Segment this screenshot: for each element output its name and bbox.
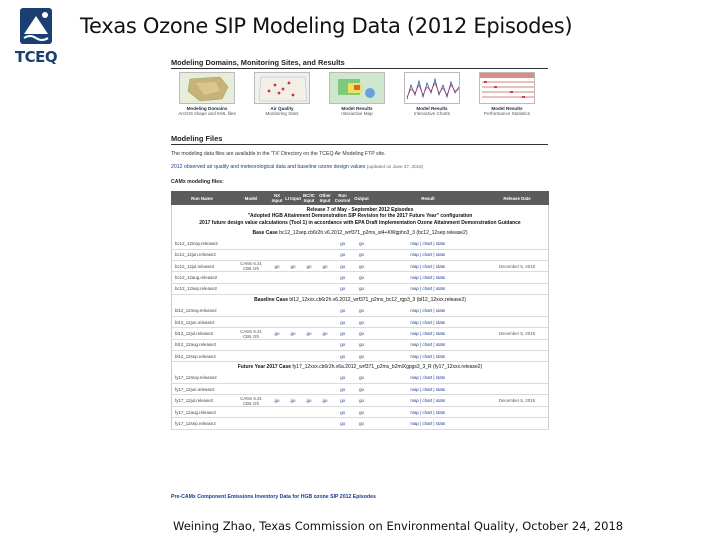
divider [171, 68, 548, 69]
run-name: bc12_12sep.release2 [175, 286, 217, 292]
bcic-input-cell [301, 250, 317, 260]
bcic-input-cell [301, 384, 317, 394]
model-cell [234, 351, 270, 361]
other-input-cell [317, 250, 333, 260]
run-control-go-link[interactable]: go [340, 398, 346, 404]
output-go-link[interactable]: go [359, 420, 364, 426]
model-name: CAMx 6.31 [240, 395, 262, 401]
bcic-input-go-link[interactable]: go [306, 263, 312, 269]
li-input-go-link[interactable]: go [290, 331, 296, 337]
thumb-caption: Monitoring Sites [265, 111, 299, 117]
model-cell [234, 284, 270, 294]
output-go-link[interactable]: go [359, 308, 364, 314]
col-header: Other Input [319, 193, 331, 203]
output-go-link[interactable]: go [359, 375, 364, 381]
result-links[interactable]: map | chart | stats [410, 308, 446, 314]
nx-input-cell [270, 238, 286, 248]
bcic-input-cell [301, 317, 317, 327]
thumb-title: Model Results [416, 106, 448, 111]
divider [171, 144, 548, 145]
li-input-cell [285, 238, 301, 248]
li-input-cell [285, 272, 301, 282]
output-go-link[interactable]: go [359, 252, 364, 258]
table-row [171, 284, 549, 295]
output-go-link[interactable]: go [359, 386, 364, 392]
run-name: fy17_12may.release2 [175, 375, 217, 381]
model-version [233, 396, 269, 406]
model-cell [234, 305, 270, 315]
release-date: December 5, 2016 [498, 398, 536, 404]
group-heading-run[interactable]: bl12_12xxx.cb6r2h.v6.2012_wrf371_p2ms_bc12_rgp3_3 (bl12_12xxx.release2) [289, 297, 466, 304]
result-links[interactable]: map | chart | stats [410, 252, 446, 258]
group-heading-run[interactable]: fy17_12xxx.cb6r2h.v6a.2012_wrf371_p2ms_b2mlXgpgs3_3_R (fy17_12xxx.release2) [292, 364, 483, 371]
nx-input-go-link[interactable]: go [274, 398, 280, 404]
output-go-link[interactable]: go [359, 409, 364, 415]
other-input-cell [317, 373, 333, 383]
li-input-cell [285, 250, 301, 260]
map-thumbnail-icon[interactable] [179, 72, 235, 104]
run-control-go-link[interactable]: go [340, 319, 346, 325]
table-row [171, 238, 549, 249]
stats-table-thumbnail-icon[interactable] [479, 72, 535, 104]
other-input-cell [317, 305, 333, 315]
output-go-link[interactable]: go [359, 342, 364, 348]
bcic-input-cell [301, 272, 317, 282]
thumb-caption: Interactive Map [341, 111, 373, 117]
run-name: bc12_12may.release2 [175, 240, 218, 246]
release-date: December 5, 2016 [498, 263, 536, 269]
thumb-modeling-domains[interactable] [173, 72, 241, 117]
group-rows [171, 305, 549, 362]
col-header: Model [244, 195, 258, 201]
release-line1: Release 7 of May - September 2012 Episodes [306, 207, 414, 213]
model-cell [234, 407, 270, 417]
run-name: fy17_12jun.release2 [175, 386, 215, 392]
model-mechanism: CB6 r2h [242, 266, 260, 272]
output-go-link[interactable]: go [359, 275, 364, 281]
slide-title: Texas Ozone SIP Modeling Data (2012 Episodes) [80, 14, 573, 38]
thumb-title: Model Results [341, 106, 373, 111]
li-input-cell [285, 418, 301, 428]
li-input-cell [285, 305, 301, 315]
group-rows [171, 373, 549, 430]
run-control-go-link[interactable]: go [340, 240, 346, 246]
line-chart-thumbnail-icon[interactable] [404, 72, 460, 104]
table-row [171, 418, 549, 429]
group-rows [171, 238, 549, 295]
col-header: LI Input [285, 195, 301, 201]
nx-input-cell [270, 384, 286, 394]
sites-map-thumbnail-icon[interactable] [254, 72, 310, 104]
group-heading-label: Base Case [252, 229, 278, 236]
other-input-cell [317, 418, 333, 428]
table-body [171, 228, 549, 430]
webpage-screenshot [167, 52, 554, 502]
nx-input-cell [270, 373, 286, 383]
run-name: bl12_12sep.release2 [175, 353, 216, 359]
release-date-cell [484, 373, 548, 383]
tceq-logo [8, 6, 64, 76]
li-input-cell [285, 351, 301, 361]
model-cell [234, 272, 270, 282]
intro-ftp-text: The modeling data files are available in the 'TX' Directory on the TCEQ Air Modeling FTP site. [171, 151, 386, 157]
col-header: Output [354, 195, 369, 201]
other-input-go-link[interactable]: go [322, 263, 328, 269]
release-date-cell [484, 272, 548, 282]
logo-text: TCEQ [14, 48, 58, 66]
result-links[interactable]: map | chart | stats [410, 353, 446, 359]
bcic-input-cell [301, 351, 317, 361]
table-row [171, 384, 549, 395]
result-links[interactable]: map | chart | stats [410, 342, 446, 348]
result-links[interactable]: map | chart | stats [410, 240, 446, 246]
release-date-cell [484, 238, 548, 248]
run-control-go-link[interactable]: go [340, 308, 346, 314]
col-header: Release Date [503, 195, 531, 201]
release-date-cell [484, 384, 548, 394]
bcic-input-cell [301, 418, 317, 428]
nx-input-go-link[interactable]: go [274, 263, 280, 269]
camx-files-table [171, 191, 549, 430]
table-row [171, 373, 549, 384]
run-name: bl12_12jun.release2 [175, 319, 215, 325]
nx-input-cell [270, 418, 286, 428]
other-input-go-link[interactable]: go [322, 398, 328, 404]
emissions-link-text[interactable]: Pre-CAMx Component Emissions Inventory Data for HGB ozone SIP 2012 Episodes [171, 494, 376, 500]
nx-input-cell [270, 351, 286, 361]
model-mechanism: CB6 r2h [242, 400, 260, 406]
intro-observed-data [171, 164, 423, 170]
release-date-cell [484, 407, 548, 417]
run-name: bc12_12aug.release2 [175, 275, 218, 281]
nx-input-cell [270, 305, 286, 315]
run-control-go-link[interactable]: go [340, 420, 346, 426]
thumb-performance-statistics[interactable] [473, 72, 541, 117]
output-go-link[interactable]: go [359, 353, 364, 359]
group-heading [171, 362, 549, 372]
output-go-link[interactable]: go [359, 319, 364, 325]
col-header: NX Input [271, 193, 283, 203]
run-name: bl12_12jul.release2 [175, 330, 214, 336]
run-name: bl12_12aug.release2 [175, 342, 217, 348]
group-heading-label: Baseline Case [254, 297, 288, 304]
release-date-cell [484, 305, 548, 315]
table-row [171, 317, 549, 328]
output-go-link[interactable]: go [359, 286, 364, 292]
bcic-input-cell [301, 373, 317, 383]
col-header: Run Control [334, 193, 351, 203]
observed-data-link[interactable]: 2012 observed air quality and meteorological data and baseline ozone design values [171, 164, 366, 170]
thumbnail-row [173, 72, 548, 126]
release-date-cell [484, 418, 548, 428]
table-header [171, 191, 549, 205]
group-heading [171, 295, 549, 305]
nx-input-cell [270, 250, 286, 260]
result-links[interactable]: map | chart | stats [410, 286, 446, 292]
model-cell [234, 250, 270, 260]
bottom-emissions-link[interactable] [171, 494, 376, 500]
other-input-cell [317, 238, 333, 248]
col-header: Result [421, 195, 435, 201]
run-control-go-link[interactable]: go [340, 386, 346, 392]
release-date-cell [484, 340, 548, 350]
nx-input-cell [270, 340, 286, 350]
other-input-cell [317, 317, 333, 327]
li-input-cell [285, 317, 301, 327]
model-cell [234, 340, 270, 350]
updated-note: (updated on June 27, 2016) [366, 164, 424, 169]
other-input-cell [317, 284, 333, 294]
model-version [233, 329, 269, 339]
result-links[interactable]: map | chart | stats [410, 386, 446, 392]
result-links[interactable]: map | chart | stats [410, 375, 446, 381]
result-links[interactable]: map | chart | stats [410, 398, 446, 404]
group-heading-run[interactable]: bc12_12sep.cb6r2h.v6.2012_wrf371_p2ms_st4+KWgpho3_3 (bc12_12sep.release2) [279, 229, 468, 236]
run-control-go-link[interactable]: go [340, 252, 346, 258]
bcic-input-cell [301, 407, 317, 417]
result-links[interactable]: map | chart | stats [410, 275, 446, 281]
other-input-cell [317, 407, 333, 417]
table-row [171, 407, 549, 418]
slide-footer: Weining Zhao, Texas Commission on Environmental Quality, October 24, 2018 [173, 519, 624, 533]
run-control-go-link[interactable]: go [340, 275, 346, 281]
result-links[interactable]: map | chart | stats [410, 319, 446, 325]
release-date-cell [484, 317, 548, 327]
thumb-title: Modeling Domains [186, 106, 228, 111]
thumb-interactive-charts[interactable] [398, 72, 466, 117]
table-row [171, 272, 549, 283]
thumb-caption: ArcGIS shape and KML files [178, 111, 236, 117]
output-go-link[interactable]: go [359, 330, 364, 336]
thumb-monitoring-sites[interactable] [248, 72, 316, 117]
nx-input-cell [270, 272, 286, 282]
run-control-go-link[interactable]: go [340, 263, 346, 269]
run-name: bl12_12may.release2 [175, 308, 217, 314]
run-control-go-link[interactable]: go [340, 353, 346, 359]
run-control-go-link[interactable]: go [340, 330, 346, 336]
table-row [171, 351, 549, 362]
release-banner [171, 205, 549, 228]
li-input-go-link[interactable]: go [290, 263, 296, 269]
thumb-caption: Interactive Charts [414, 111, 450, 117]
section-title-modeling-files: Modeling Files [171, 134, 223, 143]
group-heading-label: Future Year 2017 Case [237, 364, 292, 371]
bcic-input-cell [301, 238, 317, 248]
thumb-title: Air Quality [270, 106, 294, 111]
li-input-cell [285, 284, 301, 294]
model-cell [234, 317, 270, 327]
li-input-cell [285, 340, 301, 350]
run-control-go-link[interactable]: go [340, 409, 346, 415]
bcic-input-go-link[interactable]: go [306, 331, 312, 337]
release-date: December 5, 2016 [498, 331, 536, 337]
other-input-cell [317, 351, 333, 361]
model-cell [234, 238, 270, 248]
run-control-go-link[interactable]: go [340, 286, 346, 292]
thumb-interactive-map[interactable] [323, 72, 391, 117]
section-title-domains: Modeling Domains, Monitoring Sites, and Results [171, 58, 345, 67]
table-row [171, 340, 549, 351]
result-links[interactable]: map | chart | stats [410, 420, 446, 426]
output-go-link[interactable]: go [359, 263, 364, 269]
run-name: bc12_12jun.release2 [175, 252, 216, 258]
run-name: fy17_12jul.release2 [175, 398, 214, 404]
table-row [171, 250, 549, 261]
other-input-cell [317, 384, 333, 394]
li-input-cell [285, 384, 301, 394]
run-control-go-link[interactable]: go [340, 375, 346, 381]
bcic-input-cell [301, 305, 317, 315]
bcic-input-cell [301, 340, 317, 350]
li-input-go-link[interactable]: go [290, 398, 296, 404]
other-input-cell [317, 340, 333, 350]
table-row [171, 305, 549, 316]
result-links[interactable]: map | chart | stats [410, 330, 446, 336]
thumb-caption: Performance Statistics [484, 111, 530, 117]
release-date-cell [484, 284, 548, 294]
model-version [233, 261, 269, 271]
model-cell [234, 384, 270, 394]
run-name: fy17_12sep.release2 [175, 420, 216, 426]
result-links[interactable]: map | chart | stats [410, 409, 446, 415]
model-cell [234, 418, 270, 428]
output-go-link[interactable]: go [359, 240, 364, 246]
run-name: bc12_12jul.release2 [175, 263, 215, 269]
run-name: fy17_12aug.release2 [175, 409, 217, 415]
model-name: CAMx 6.31 [240, 328, 262, 334]
bcic-input-cell [301, 284, 317, 294]
li-input-cell [285, 373, 301, 383]
output-go-link[interactable]: go [359, 398, 364, 404]
group-heading [171, 228, 549, 238]
col-header: Run Name [191, 195, 213, 201]
other-input-go-link[interactable]: go [322, 331, 328, 337]
model-mechanism: CB6 r2h [242, 333, 260, 339]
bcic-input-go-link[interactable]: go [306, 398, 312, 404]
tceq-logo-mark-icon [16, 6, 56, 46]
release-date-cell [484, 250, 548, 260]
model-cell [234, 373, 270, 383]
result-links[interactable]: map | chart | stats [410, 263, 446, 269]
camx-files-label: CAMx modeling files: [171, 179, 224, 185]
model-name: CAMx 6.31 [240, 261, 262, 267]
nx-input-cell [270, 407, 286, 417]
col-header: BC/IC Input [303, 193, 315, 203]
release-line2: "Adopted HGB Attainment Demonstration SIP Revision for the 2017 Future Year" configuration [247, 213, 473, 220]
run-control-go-link[interactable]: go [340, 342, 346, 348]
release-line3: 2017 future design value calculations (Tool 1) in accordance with EPA Draft Implementation Ozone Attainment Demonstration Guidance [199, 219, 521, 226]
nx-input-cell [270, 284, 286, 294]
other-input-cell [317, 272, 333, 282]
release-date-cell [484, 351, 548, 361]
li-input-cell [285, 407, 301, 417]
results-map-thumbnail-icon[interactable] [329, 72, 385, 104]
nx-input-cell [270, 317, 286, 327]
nx-input-go-link[interactable]: go [274, 331, 280, 337]
thumb-title: Model Results [491, 106, 523, 111]
